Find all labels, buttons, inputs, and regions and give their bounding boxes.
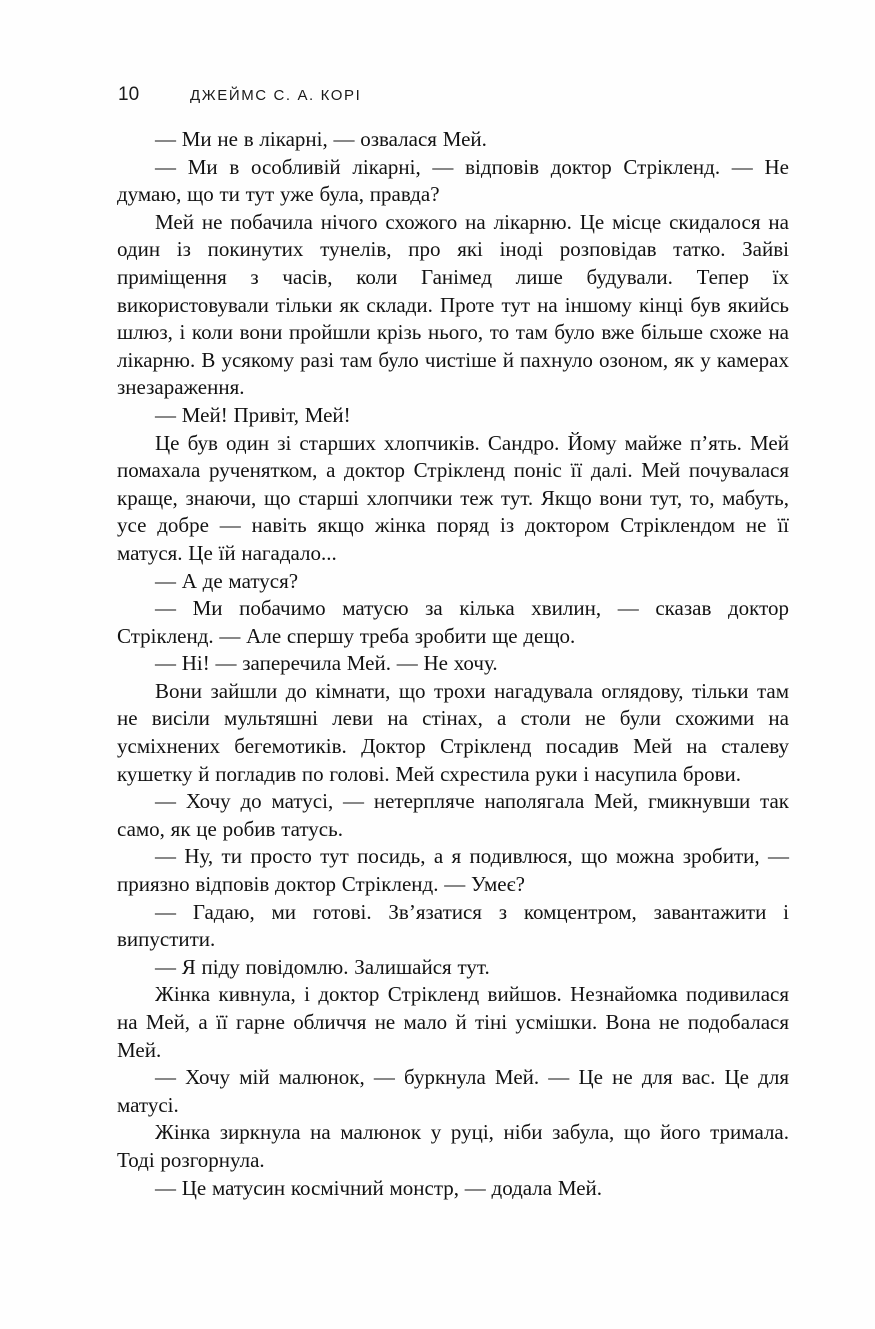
paragraph: — Ми не в лікарні, — озвалася Мей. bbox=[155, 127, 487, 151]
paragraph: — Ну, ти просто тут посидь, а я подивлюся, що можна зробити, — приязно відповів доктор Стрікленд. — Умеє? bbox=[117, 844, 789, 897]
paragraph: Жінка кивнула, і доктор Стрікленд вийшов. Незнайомка подивилася на Мей, а її гарне обличчя не мало й тіні усмішки. Вона не подобалася Мей. bbox=[117, 982, 789, 1062]
paragraph: — А де матуся? bbox=[155, 568, 299, 593]
paragraph: — Ми побачимо матусю за кілька хвилин, — сказав доктор Стрікленд. — Але спершу треба зробити ще дещо. bbox=[117, 596, 789, 648]
page-number: 10 bbox=[118, 84, 140, 105]
paragraph: — Це матусин космічний монстр, — додала Мей. bbox=[155, 1175, 603, 1200]
body-text bbox=[117, 126, 789, 1202]
paragraph: — Гадаю, ми готові. Зв’язатися з комцентром, завантажити і випустити. bbox=[117, 899, 789, 952]
paragraph: — Хочу мій малюнок, — буркнула Мей. — Це не для вас. Це для матусі. bbox=[117, 1065, 789, 1117]
paragraph: — Ні! — заперечила Мей. — Не хочу. bbox=[155, 651, 498, 676]
paragraph: Вони зайшли до кімнати, що трохи нагадувала оглядову, тільки там не висіли мультяшні леви на стінах, а столи не були схожими на усміхнених бегемотиків. Доктор Стрікленд посадив Мей на сталеву кушетку й погладив по голові. Мей схрестила руки і насупила брови. bbox=[117, 678, 789, 786]
running-title: ДЖЕЙМС С. А. КОРІ bbox=[190, 87, 362, 104]
paragraph: Жінка зиркнула на малюнок у руці, ніби забула, що його тримала. Тоді розгорнула. bbox=[117, 1120, 789, 1172]
paragraph: Мей не побачила нічого схожого на лікарню. Це місце скидалося на один із покинутих тунелів, про які іноді розповідав татко. Зайві приміщення з часів, коли Ганімед лише будували. Тепер їх використовували тільки як склади. Проте тут на іншому кінці був якийсь шлюз, і коли вони пройшли крізь нього, то там було вже більше схоже на лікарню. В усякому разі там було чистіше й пахнуло озоном, як у камерах знезараження. bbox=[117, 209, 789, 400]
paragraph: — Я піду повідомлю. Залишайся тут. bbox=[155, 954, 490, 979]
paragraph: — Ми в особливій лікарні, — відповів доктор Стрікленд. — Не думаю, що ти тут уже була, правда? bbox=[117, 154, 789, 207]
paragraph: Це був один зі старших хлопчиків. Сандро. Йому майже п’ять. Мей помахала рученятком, а доктор Стрікленд поніс її далі. Мей почувалася краще, знаючи, що старші хлопчики теж тут. Якщо вони тут, то, мабуть, усе добре — навіть якщо жінка поряд із доктором Стріклендом не її матуся. Це їй нагадало... bbox=[117, 430, 789, 565]
running-header bbox=[118, 84, 361, 106]
paragraph: — Мей! Привіт, Мей! bbox=[155, 402, 351, 427]
paragraph: — Хочу до матусі, — нетерпляче наполягала Мей, гмикнувши так само, як це робив татусь. bbox=[117, 789, 789, 841]
